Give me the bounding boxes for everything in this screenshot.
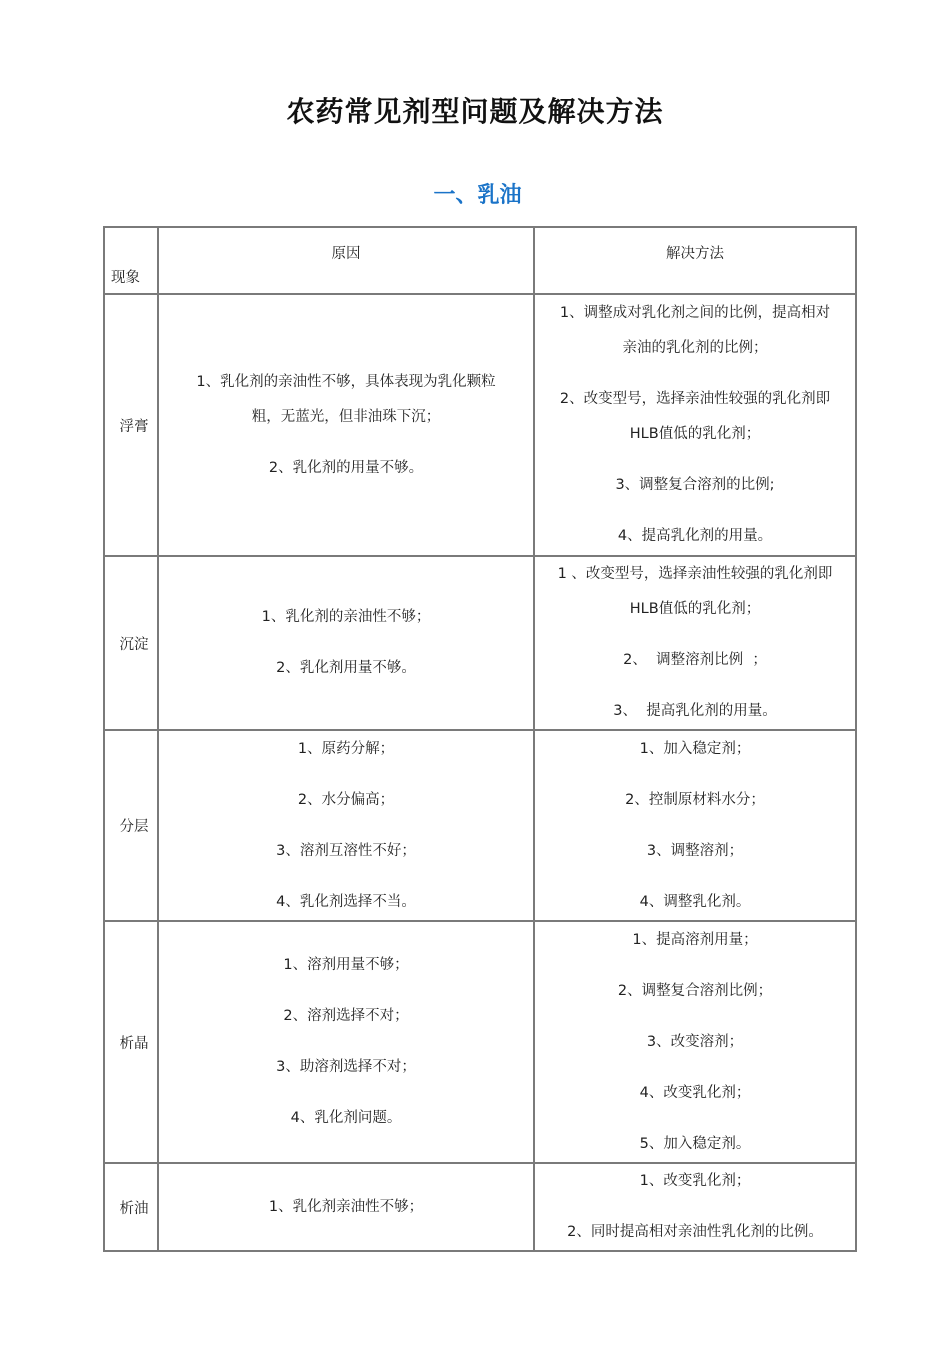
phenomenon-cell: 析油 bbox=[104, 1163, 158, 1251]
table-header-row bbox=[104, 227, 856, 294]
solution-line: 5、加入稳定剂。 bbox=[639, 1135, 751, 1152]
solution-line: 4、调整乳化剂。 bbox=[639, 893, 751, 910]
cause-line: 3、助溶剂选择不对； bbox=[276, 1059, 416, 1075]
solution-line: 4、改变乳化剂； bbox=[639, 1084, 751, 1101]
cause-line: 2、乳化剂的用量不够。 bbox=[268, 459, 424, 476]
cause-cell bbox=[158, 1163, 534, 1251]
solution-line: 1、调整成对乳化剂之间的比例，提高相对 bbox=[559, 305, 831, 321]
solution-line: 4、提高乳化剂的用量。 bbox=[617, 528, 773, 544]
cause-line: 1、乳化剂的亲油性不够； bbox=[261, 609, 431, 625]
cause-line: 3、溶剂互溶性不好； bbox=[276, 842, 416, 859]
solution-line: 2、控制原材料水分； bbox=[625, 791, 765, 808]
cause-cell bbox=[158, 556, 534, 730]
solution-line: 1、提高溶剂用量； bbox=[632, 931, 758, 948]
header-solution: 解决方法 bbox=[534, 227, 856, 294]
solution-line: 2、 调整溶剂比例 ； bbox=[623, 652, 767, 668]
cause-line: 2、溶剂选择不对； bbox=[283, 1008, 409, 1024]
phenomenon-cell: 沉淀 bbox=[104, 556, 158, 730]
cause-line: 1、乳化剂的亲油性不够，具体表现为乳化颗粒 bbox=[196, 373, 496, 390]
document-title: 农药常见剂型问题及解决方法 bbox=[286, 95, 664, 128]
cause-line: 1、溶剂用量不够； bbox=[283, 957, 409, 973]
cause-line: 2、乳化剂用量不够。 bbox=[276, 660, 416, 676]
header-phenomenon: 现象 bbox=[104, 227, 158, 294]
solution-cell bbox=[534, 294, 856, 556]
table-row bbox=[104, 921, 856, 1163]
section-heading: 一、乳油 bbox=[433, 183, 522, 208]
solution-line: 1、加入稳定剂； bbox=[639, 740, 751, 757]
solution-line: 2、改变型号，选择亲油性较强的乳化剂即 bbox=[559, 391, 831, 407]
solution-line: 3、 提高乳化剂的用量。 bbox=[613, 703, 777, 719]
solution-cell bbox=[534, 1163, 856, 1251]
solution-line: 2、同时提高相对亲油性乳化剂的比例。 bbox=[567, 1224, 823, 1240]
cause-line: 粗，无蓝光，但非油珠下沉； bbox=[251, 408, 441, 425]
solution-line: HLB值低的乳化剂； bbox=[629, 601, 761, 617]
cause-line: 1、原药分解； bbox=[297, 740, 395, 757]
cause-line: 1、乳化剂亲油性不够； bbox=[268, 1198, 424, 1215]
solution-line: 3、改变溶剂； bbox=[646, 1033, 744, 1050]
solution-line: 亲油的乳化剂的比例； bbox=[622, 340, 768, 356]
solution-line: 3、调整溶剂； bbox=[646, 842, 744, 859]
phenomenon-cell: 析晶 bbox=[104, 921, 158, 1163]
phenomenon-cell: 浮膏 bbox=[104, 294, 158, 556]
cause-cell bbox=[158, 730, 534, 921]
cause-line: 4、乳化剂选择不当。 bbox=[276, 893, 416, 910]
table-row bbox=[104, 730, 856, 921]
table-row bbox=[104, 294, 856, 556]
cause-cell bbox=[158, 294, 534, 556]
solution-cell bbox=[534, 556, 856, 730]
solution-cell bbox=[534, 921, 856, 1163]
cause-line: 4、乳化剂问题。 bbox=[290, 1110, 402, 1126]
phenomenon-cell: 分层 bbox=[104, 730, 158, 921]
solution-line: HLB值低的乳化剂； bbox=[629, 426, 761, 442]
cause-cell bbox=[158, 921, 534, 1163]
table-row bbox=[104, 556, 856, 730]
table-row bbox=[104, 1163, 856, 1251]
solution-cell bbox=[534, 730, 856, 921]
solution-line: 1、改变乳化剂； bbox=[639, 1173, 751, 1189]
solution-line: 3、调整复合溶剂的比例; bbox=[615, 477, 775, 493]
cause-line: 2、水分偏高； bbox=[297, 791, 395, 808]
issues-table bbox=[103, 226, 857, 1252]
header-cause: 原因 bbox=[158, 227, 534, 294]
solution-line: 2、调整复合溶剂比例； bbox=[617, 982, 773, 999]
solution-line: 1 、改变型号，选择亲油性较强的乳化剂即 bbox=[557, 566, 833, 582]
